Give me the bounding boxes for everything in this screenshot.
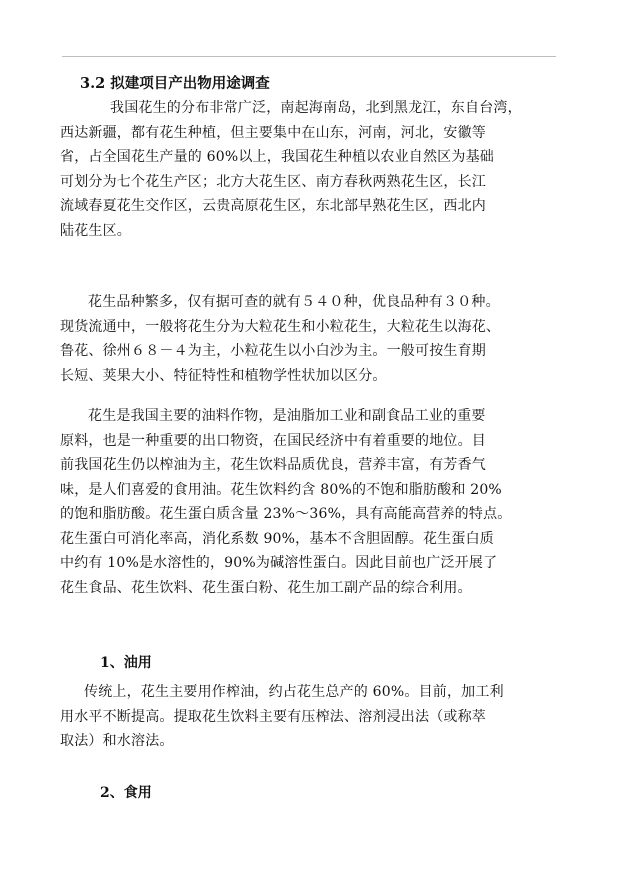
paragraph-line: 传统上，花生主要用作榨油，约占花生总产的 60%。目前，加工利 bbox=[84, 684, 504, 700]
paragraph-line: 可划分为七个花生产区；北方大花生区、南方春秋两熟花生区，长江 bbox=[60, 173, 486, 190]
paragraph-line: 西达新疆，都有花生种植，但主要集中在山东，河南，河北，安徽等 bbox=[60, 124, 486, 141]
paragraph-line: 取法）和水溶法。 bbox=[60, 733, 174, 749]
paragraph-varieties bbox=[60, 290, 550, 388]
paragraph-line: 鲁花、徐州６８－４为主，小粒花生以小白沙为主。一般可按生育期 bbox=[60, 343, 486, 359]
subheading-food-use: 2、食用 bbox=[100, 785, 152, 801]
paragraph-oil-use bbox=[60, 680, 550, 754]
paragraph-line: 味，是人们喜爱的食用油。花生饮料约含 80%的不饱和脂肪酸和 20% bbox=[60, 481, 502, 498]
paragraph-line: 原料，也是一种重要的出口物资，在国民经济中有着重要的地位。目 bbox=[60, 432, 486, 449]
header-rule bbox=[62, 56, 556, 57]
subheading-oil-use: 1、油用 bbox=[100, 655, 152, 671]
paragraph-line: 花生食品、花生饮料、花生蛋白粉、花生加工副产品的综合利用。 bbox=[60, 579, 472, 596]
paragraph-line: 花生是我国主要的油料作物，是油脂加工业和副食品工业的重要 bbox=[88, 408, 486, 424]
paragraph-importance bbox=[60, 404, 550, 600]
paragraph-line: 中约有 10%是水溶性的，90%为碱溶性蛋白。因此目前也广泛开展了 bbox=[60, 555, 498, 571]
paragraph-line: 用水平不断提高。提取花生饮料主要有压榨法、溶剂浸出法（或称萃 bbox=[60, 708, 486, 725]
paragraph-line: 省，占全国花生产量的 60%以上，我国花生种植以农业自然区为基础 bbox=[60, 149, 494, 165]
paragraph-line: 的饱和脂肪酸。花生蛋白质含量 23%～36%，具有高能高营养的特点。 bbox=[60, 506, 512, 522]
paragraph-line: 前我国花生仍以榨油为主，花生饮料品质优良，营养丰富，有芳香气 bbox=[60, 457, 486, 473]
paragraph-line: 陆花生区。 bbox=[60, 222, 131, 239]
paragraph-distribution bbox=[60, 96, 570, 243]
paragraph-line: 长短、荚果大小、特征特性和植物学性状加以区分。 bbox=[60, 367, 387, 384]
section-title: 3.2 拟建项目产出物用途调查 bbox=[80, 75, 270, 92]
paragraph-line: 花生蛋白可消化率高，消化系数 90%，基本不含胆固醇。花生蛋白质 bbox=[60, 530, 494, 547]
paragraph-line: 现货流通中，一般将花生分为大粒花生和小粒花生，大粒花生以海花、 bbox=[60, 318, 501, 335]
paragraph-line: 花生品种繁多，仅有据可查的就有５４０种，优良品种有３０种。 bbox=[88, 294, 500, 310]
paragraph-line: 我国花生的分布非常广泛，南起海南岛，北到黑龙江，东自台湾， bbox=[110, 100, 522, 116]
paragraph-line: 流域春夏花生交作区，云贵高原花生区，东北部早熟花生区，西北内 bbox=[60, 198, 486, 214]
